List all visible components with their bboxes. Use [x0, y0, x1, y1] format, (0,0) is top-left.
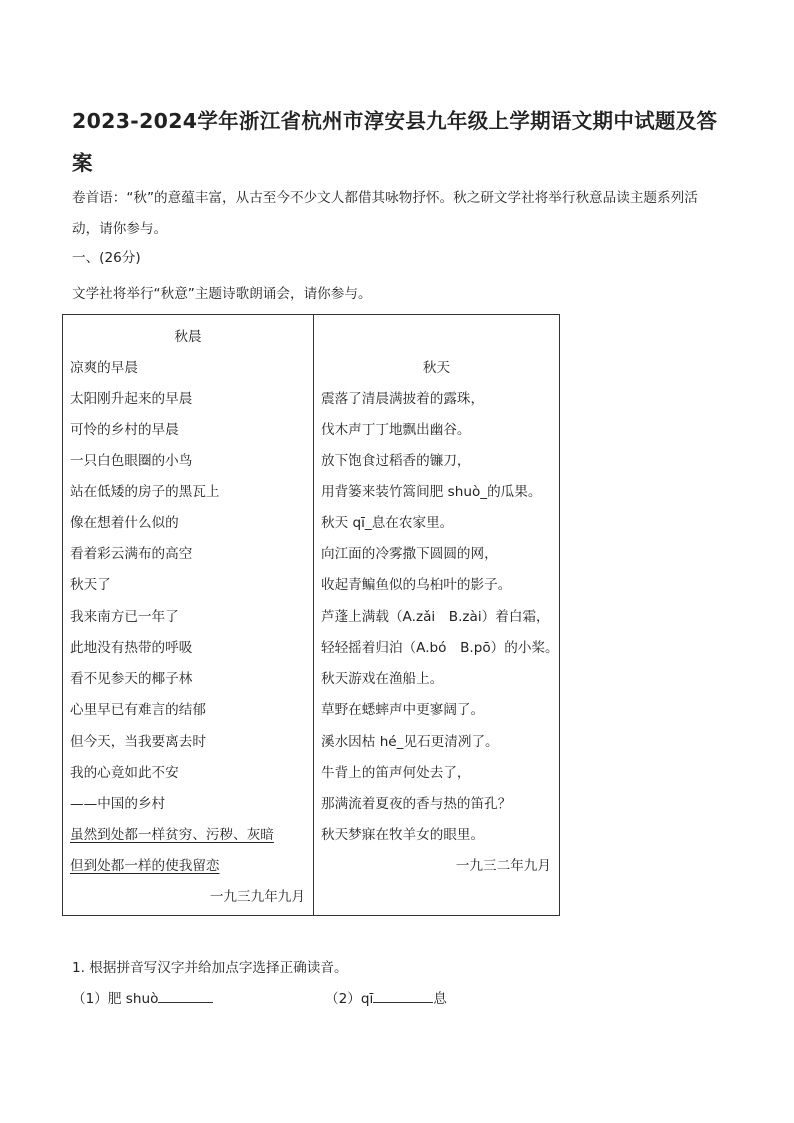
poem-right-column [314, 315, 559, 915]
poem-right-title: 秋天 [422, 360, 451, 376]
poem-line: 此地没有热带的呼吸 [70, 640, 193, 656]
poem-line-underlined: 但到处都一样的使我留恋 [70, 858, 220, 874]
poem-left-title: 秋晨 [174, 329, 202, 345]
poem-line: 轻轻摇着归泊（A.bó B.pō）的小桨。 [321, 640, 559, 656]
poem-line: 看着彩云满布的高空 [70, 546, 193, 562]
poem-line: 震落了清晨满披着的露珠， [321, 391, 485, 407]
poem-line: 可怜的乡村的早晨 [70, 422, 179, 438]
poem-line: 放下饱食过稻香的镰刀， [321, 453, 471, 469]
poem-line: 那满流着夏夜的香与热的笛孔？ [321, 796, 512, 812]
poem-left-column [63, 315, 314, 915]
poem-line: 秋天了 [70, 577, 111, 593]
poem-line: 用背篓来装竹篙间肥 shuò_的瓜果。 [321, 484, 542, 500]
poem-line: 像在想着什么似的 [70, 515, 179, 531]
sub-question-1 [72, 988, 213, 1009]
poem-line: 我的心竟如此不安 [70, 765, 179, 781]
poem-line: ——中国的乡村 [70, 796, 166, 812]
sub-question-2 [325, 988, 447, 1009]
poem-line: 牛背上的笛声何处去了， [321, 765, 471, 781]
poem-line: 秋天 qī_息在农家里。 [321, 515, 454, 531]
poem-table [62, 314, 560, 916]
poem-line: 但今天，当我要离去时 [70, 734, 206, 750]
poem-line: 我来南方已一年了 [70, 609, 179, 625]
sub-question-1-prefix: （1）肥 shuò [72, 991, 159, 1007]
poem-line: 芦蓬上满载（A.zǎi B.zài）着白霜， [321, 609, 550, 625]
poem-line: 溪水因枯 hé_见石更清冽了。 [321, 734, 499, 750]
poem-line: 收起青鳊鱼似的乌桕叶的影子。 [321, 577, 512, 593]
sub-question-2-suffix: 息 [433, 991, 447, 1007]
document-title: 2023-2024学年浙江省杭州市淳安县九年级上学期语文期中试题及答案 [72, 109, 718, 175]
poem-line: 看不见参天的椰子林 [70, 671, 193, 687]
poem-line: 心里早已有难言的结郁 [70, 702, 206, 718]
poem-line: 伐木声丁丁地飘出幽谷。 [321, 422, 471, 438]
poem-line: 秋天梦寐在牧羊女的眼里。 [321, 827, 485, 843]
question-1: 1. 根据拼音写汉字并给加点字选择正确读音。 [72, 960, 348, 976]
poem-line: 站在低矮的房子的黑瓦上 [70, 484, 220, 500]
poem-right-date: 一九三二年九月 [455, 858, 551, 874]
poem-line-underlined: 虽然到处都一样贫穷、污秽、灰暗 [70, 827, 274, 843]
poem-line: 草野在蟋蟀声中更寥阔了。 [321, 702, 485, 718]
task-paragraph: 文学社将举行“秋意”主题诗歌朗诵会，请你参与。 [72, 286, 372, 302]
poem-line: 凉爽的早晨 [70, 360, 138, 376]
poem-left-date: 一九三九年九月 [209, 889, 305, 905]
answer-blank-2[interactable] [373, 988, 433, 1003]
sub-question-2-prefix: （2）qī [325, 991, 374, 1007]
section-heading: 一、(26分) [72, 250, 141, 266]
poem-line: 一只白色眼圈的小鸟 [70, 453, 193, 469]
answer-blank-1[interactable] [158, 988, 213, 1003]
poem-line: 太阳刚升起来的早晨 [70, 391, 193, 407]
poem-line: 秋天游戏在渔船上。 [321, 671, 444, 687]
intro-paragraph: 卷首语：“秋”的意蕴丰富，从古至今不少文人都借其咏物抒怀。秋之研文学社将举行秋意品读主题系列活动，请你参与。 [72, 190, 698, 237]
poem-line: 向江面的冷雾撒下圆圆的网， [321, 546, 498, 562]
